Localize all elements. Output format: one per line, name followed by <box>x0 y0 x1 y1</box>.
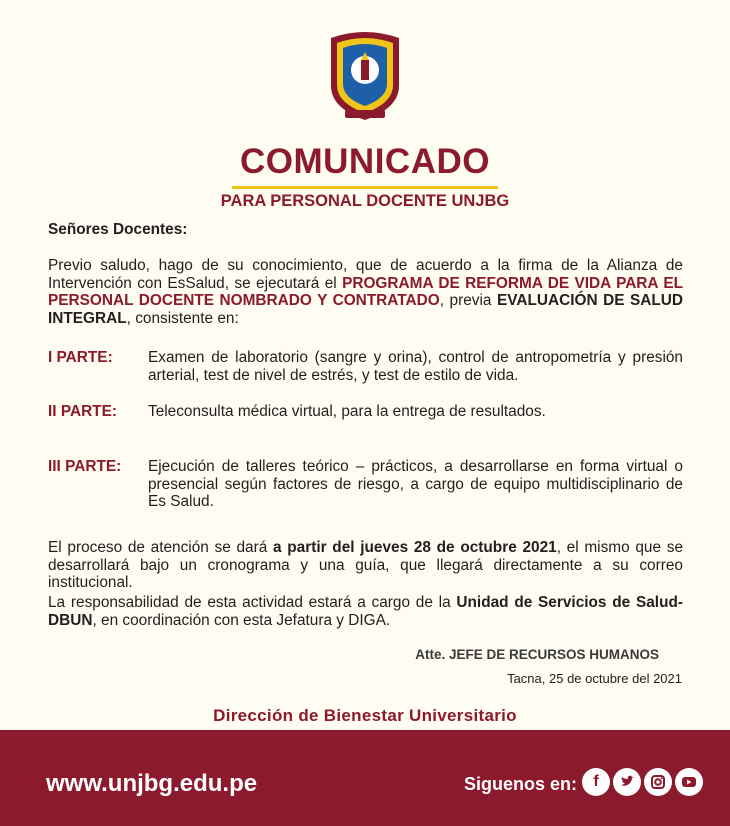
greeting: Señores Docentes: <box>48 221 188 238</box>
youtube-icon[interactable] <box>675 768 703 796</box>
university-logo <box>325 30 405 122</box>
intro-text-a: Previo saludo, hago de su conocimiento, que de acuerdo a la firma de la Alianza de Intervención con EsSalud, se ejecutará el <box>48 257 683 292</box>
process-date: a partir del jueves 28 de octubre 2021 <box>273 539 557 556</box>
resp-text-b: , en coordinación con esta Jefatura y DIGA. <box>92 611 391 629</box>
page-subtitle: PARA PERSONAL DOCENTE UNJBG <box>220 192 510 210</box>
resp-text-a: La responsabilidad de esta actividad estará a cargo de la <box>48 594 457 611</box>
website-link[interactable]: www.unjbg.edu.pe <box>46 770 258 797</box>
intro-text-c: , consistente en: <box>126 309 239 327</box>
follow-label: Siguenos en: <box>464 774 578 794</box>
facebook-icon[interactable]: f <box>582 768 610 796</box>
part-2-text: Teleconsulta médica virtual, para la entrega de resultados. <box>148 403 546 420</box>
part-1-label: I PARTE: <box>48 349 113 366</box>
evaluation-name: EVALUACIÓN DE SALUD INTEGRAL <box>48 292 683 327</box>
process-text-a: El proceso de atención se dará <box>48 539 273 556</box>
program-name: PROGRAMA DE REFORMA DE VIDA PARA EL PERSONAL DOCENTE NOMBRADO Y CONTRATADO <box>48 274 684 309</box>
part-2-label: II PARTE: <box>48 403 117 420</box>
resp-unit: Unidad de Servicios de Salud-DBUN <box>48 594 683 629</box>
process-paragraph <box>48 539 683 592</box>
part-1-text: Examen de laboratorio (sangre y orina), control de antropometría y presión arterial, test de nivel de estrés, y test de estilo de vida. <box>148 349 683 384</box>
part-3-text: Ejecución de talleres teórico – prácticos, a desarrollarse en forma virtual o presencial según factores de riesgo, a cargo de equipo multidisciplinario de Es Salud. <box>148 458 683 510</box>
title-underline <box>232 186 498 189</box>
document-date: Tacna, 25 de octubre del 2021 <box>507 671 682 686</box>
part-3-label: III PARTE: <box>48 458 122 475</box>
instagram-icon[interactable] <box>644 768 672 796</box>
signature: Atte. JEFE DE RECURSOS HUMANOS <box>415 647 659 662</box>
twitter-icon[interactable] <box>613 768 641 796</box>
department-name: Dirección de Bienestar Universitario <box>213 706 517 725</box>
responsibility-paragraph <box>48 594 683 629</box>
process-text-b: , el mismo que se desarrollará bajo un cronograma y una guía, que llegará directamente a su correo institucional. <box>48 539 683 591</box>
intro-paragraph <box>48 257 683 327</box>
intro-text-b: , previa <box>439 292 497 309</box>
footer <box>0 730 730 826</box>
page-title: COMUNICADO <box>240 142 490 181</box>
